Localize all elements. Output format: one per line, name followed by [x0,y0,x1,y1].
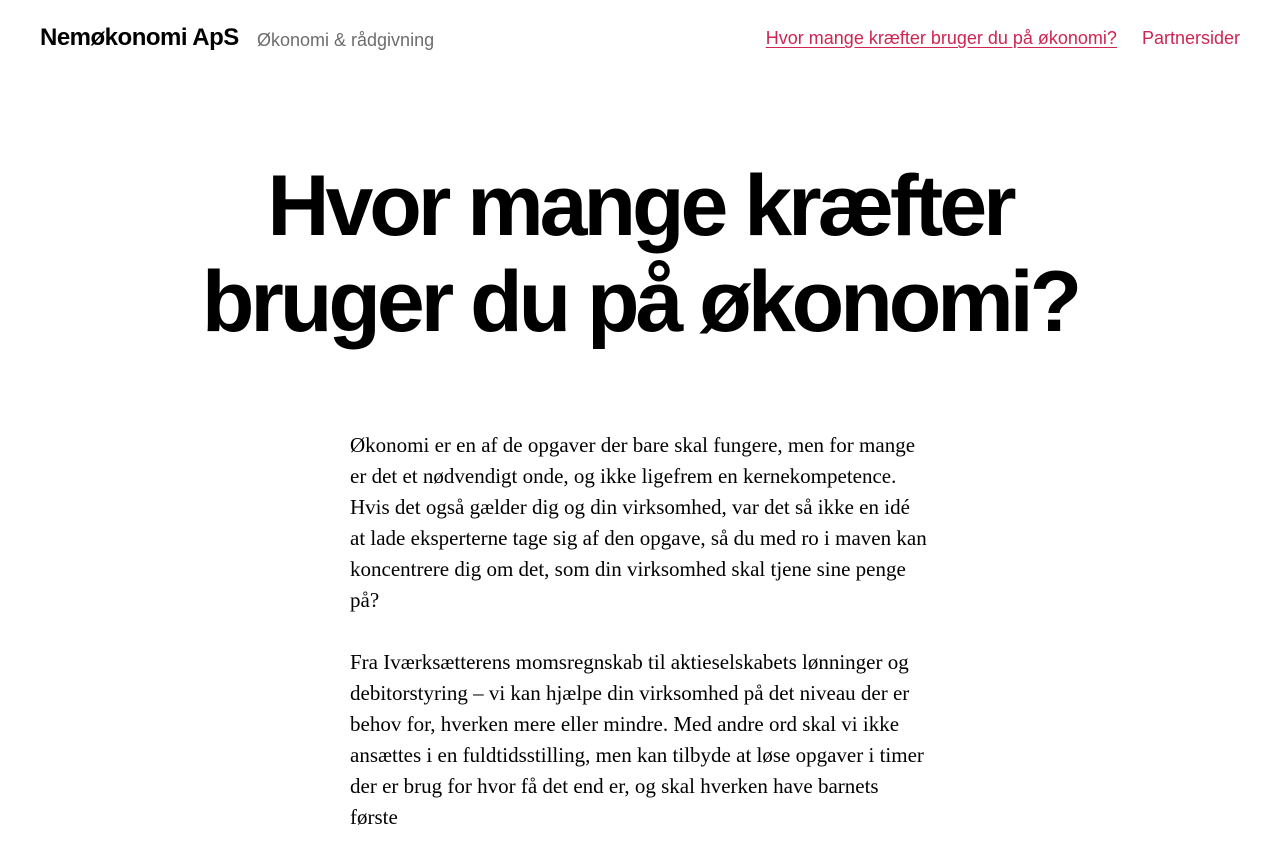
page-title: Hvor mange kræfter bruger du på økonomi? [201,158,1079,350]
site-description: Økonomi & rådgivning [257,30,435,50]
content-paragraph: Økonomi er en af de opgaver der bare skal fungere, men for mange er det et nødvendigt onde, og ikke ligefrem en kernekompetence. Hvis det også gælder dig og din virksomhed, var det så ikke en idé at lade eksperterne tage sig af den opgave, så du med ro i maven kan koncentrere dig om det, som din virksomhed skal tjene sine penge på? [350,433,927,612]
nav-link-partnersider[interactable]: Partnersider [1141,28,1240,48]
site-title-link[interactable]: Nemøkonomi ApS [40,24,239,51]
nav-link-hvor-mange-kraefter[interactable]: Hvor mange kræfter bruger du på økonomi? [765,28,1117,48]
content-paragraph: Fra Iværksætterens momsregnskab til aktieselskabets lønninger og debitorstyring – vi kan hjælpe din virksomhed på det niveau der er behov for, hverken mere eller mindre. Med andre ord skal vi ikke ansættes i en fuldtidsstilling, men kan tilbyde at løse opgaver i timer der er brug for hvor få det end er, og skal hverken have barnets første [350,650,924,829]
site-header [0,0,1280,80]
entry-content [350,430,930,864]
entry-header [0,158,1280,350]
primary-navigation [766,28,1240,49]
